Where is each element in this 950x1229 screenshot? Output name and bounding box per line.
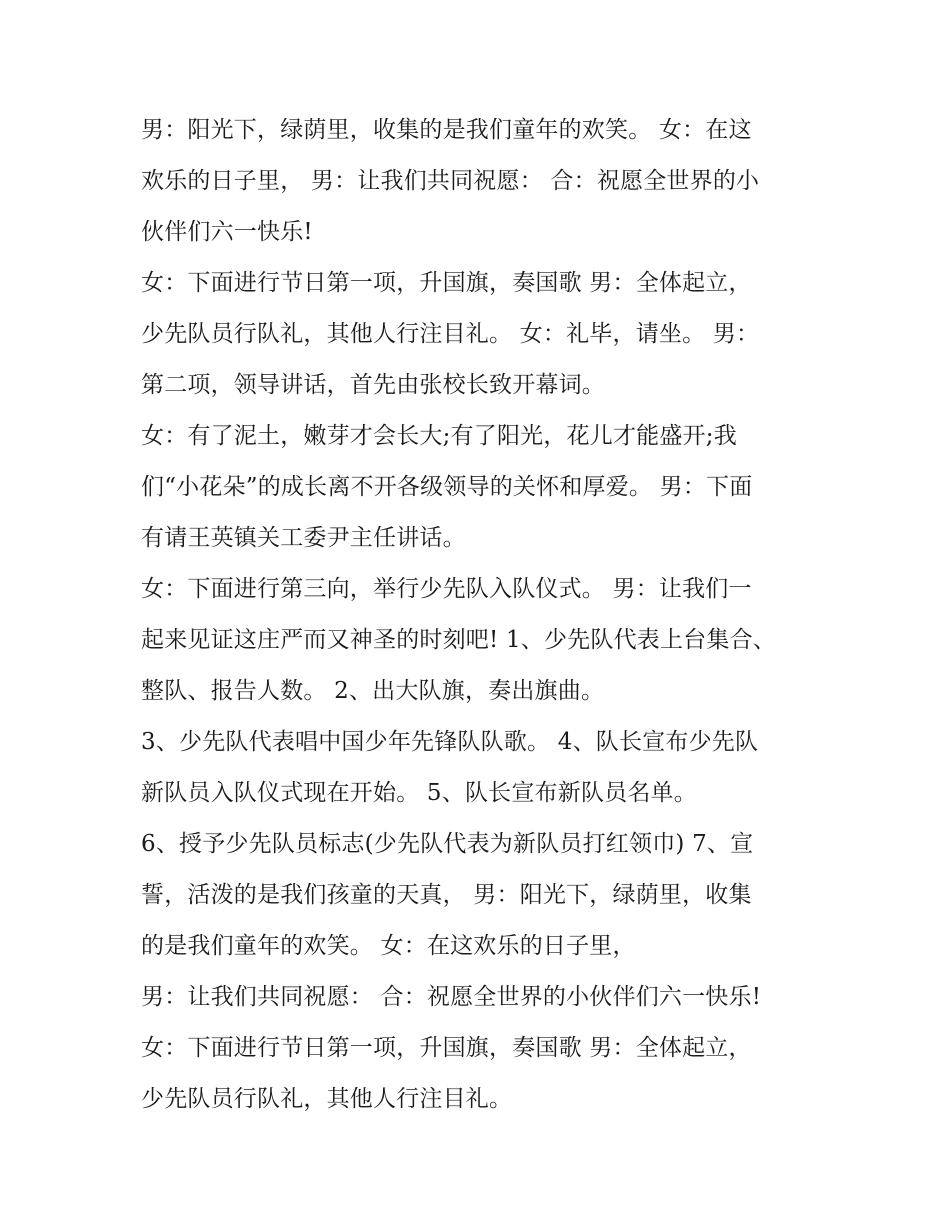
text-line: 新队员入队仪式现在开始。 5、队长宣布新队员名单。 [141,780,697,806]
text-line: 少先队员行队礼，其他人行注目礼。 [141,1086,513,1112]
text-line: 有请王英镇关工委尹主任讲话。 [141,525,466,551]
text-line: 男：阳光下，绿荫里，收集的是我们童年的欢笑。 女：在这 [141,117,752,143]
text-line: 欢乐的日子里， 男：让我们共同祝愿： 合：祝愿全世界的小 [141,168,760,194]
text-line: 的是我们童年的欢笑。 女：在这欢乐的日子里， [141,933,636,959]
text-line: 整队、报告人数。 2、出大队旗，奏出旗曲。 [141,678,605,704]
text-line: 少先队员行队礼，其他人行注目礼。 女：礼毕，请坐。 男： [141,321,760,347]
text-line: 6、授予少先队员标志(少先队代表为新队员打红领巾) 7、宣 [141,831,754,857]
document-body [141,105,811,1125]
text-line: 女：下面进行第三向，举行少先队入队仪式。 男：让我们一 [141,576,752,602]
text-line: 男：让我们共同祝愿： 合：祝愿全世界的小伙伴们六一快乐! [141,984,762,1010]
text-line: 女：下面进行节日第一项，升国旗，奏国歌 男：全体起立， [141,270,752,296]
text-line: 们“小花朵”的成长离不开各级领导的关怀和厚爱。 男：下面 [141,474,753,500]
text-line: 女：有了泥土，嫩芽才会长大;有了阳光，花儿才能盛开;我 [141,423,737,449]
text-line: 伙伴们六一快乐! [141,219,313,245]
text-line: 3、少先队代表唱中国少年先锋队队歌。 4、队长宣布少先队 [141,729,759,755]
text-line: 第二项，领导讲话，首先由张校长致开幕词。 [141,372,605,398]
text-line: 誓，活泼的是我们孩童的天真， 男：阳光下，绿荫里，收集 [141,882,752,908]
text-line: 起来见证这庄严而又神圣的时刻吧! 1、少先队代表上台集合、 [141,627,776,653]
text-line: 女：下面进行节日第一项，升国旗，奏国歌 男：全体起立， [141,1035,752,1061]
